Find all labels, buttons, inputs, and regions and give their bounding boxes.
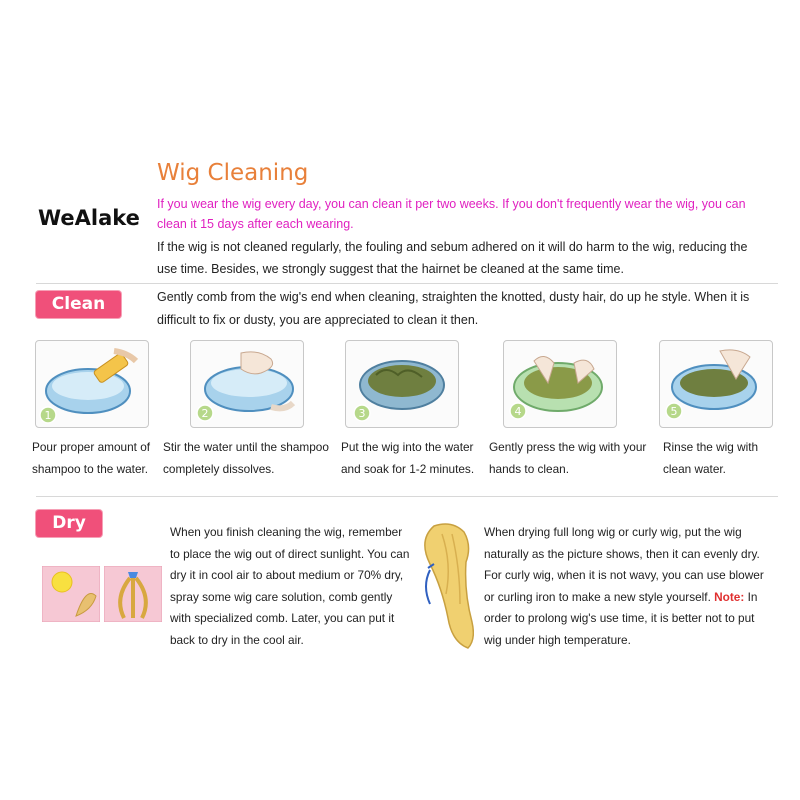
step-3-number: 3: [358, 407, 366, 420]
dry-instructions-right: [484, 522, 774, 651]
hanging-wig-icon: [104, 566, 162, 622]
step-3-caption: Put the wig into the water and soak for 1-2 minutes.: [341, 440, 475, 476]
dry-instructions-left: When you finish cleaning the wig, remember to place the wig out of direct sunlight. You can dry it in cool air to about medium or 70% dry, spray some wig care solution, comb gently with specialized comb. Later, you can put it back to dry in the cool air.: [170, 525, 410, 647]
dry-hanging-illustration: [104, 566, 162, 622]
step-5-illustration: [659, 340, 773, 428]
intro-body-text: If the wig is not cleaned regularly, the fouling and sebum adhered on it will do harm to the wig, reducing the use time. Besides, we strongly suggest that the hairnet be cleaned at the same time.: [157, 240, 748, 276]
step-1-illustration: [35, 340, 149, 428]
divider-bottom: [36, 496, 778, 497]
clean-instructions: Gently comb from the wig's end when cleaning, straighten the knotted, dusty hair, do up he style. When it is difficult to fix or dusty, you are appreciated to clean it then.: [157, 290, 750, 327]
sun-dry-icon: [42, 566, 100, 622]
step-5-number: 5: [670, 405, 678, 418]
dry-sun-illustration: [42, 566, 100, 622]
step-5-caption: Rinse the wig with clean water.: [663, 440, 759, 476]
step-4-number: 4: [514, 405, 522, 418]
dry-right-body: When drying full long wig or curly wig, put the wig naturally as the picture shows, then it can evenly dry. For curly wig, when it is not wavy, you can use blower or curling iron to make a new style yourself.: [484, 525, 764, 604]
long-wig-icon: [412, 520, 474, 650]
bowl-shampoo-icon: [36, 341, 148, 427]
clean-badge: Clean: [36, 291, 121, 318]
bowl-rinse-icon: [660, 341, 772, 427]
dry-badge: Dry: [36, 510, 102, 537]
intro-highlight-text: If you wear the wig every day, you can clean it per two weeks. If you don't frequently wear the wig, you can clean it 15 days after each wearing.: [157, 197, 746, 231]
page-title: Wig Cleaning: [157, 160, 309, 186]
step-4-caption: Gently press the wig with your hands to clean.: [489, 440, 647, 476]
bowl-soak-icon: [346, 341, 458, 427]
step-2-illustration: [190, 340, 304, 428]
divider-top: [36, 283, 778, 284]
note-label: Note:: [714, 589, 745, 604]
bowl-stir-icon: [191, 341, 303, 427]
step-4-illustration: [503, 340, 617, 428]
step-1-number: 1: [44, 409, 52, 422]
step-2-number: 2: [201, 407, 209, 420]
bowl-press-icon: [504, 341, 616, 427]
note-text: In order to prolong wig's use time, it is better not to put wig under high temperature.: [484, 589, 758, 647]
long-wig-illustration: [412, 520, 474, 650]
brand-logo-text: WeAlake: [38, 206, 140, 230]
step-1-caption: Pour proper amount of shampoo to the water.: [32, 440, 151, 476]
step-2-caption: Stir the water until the shampoo completely dissolves.: [163, 440, 329, 476]
step-3-illustration: [345, 340, 459, 428]
